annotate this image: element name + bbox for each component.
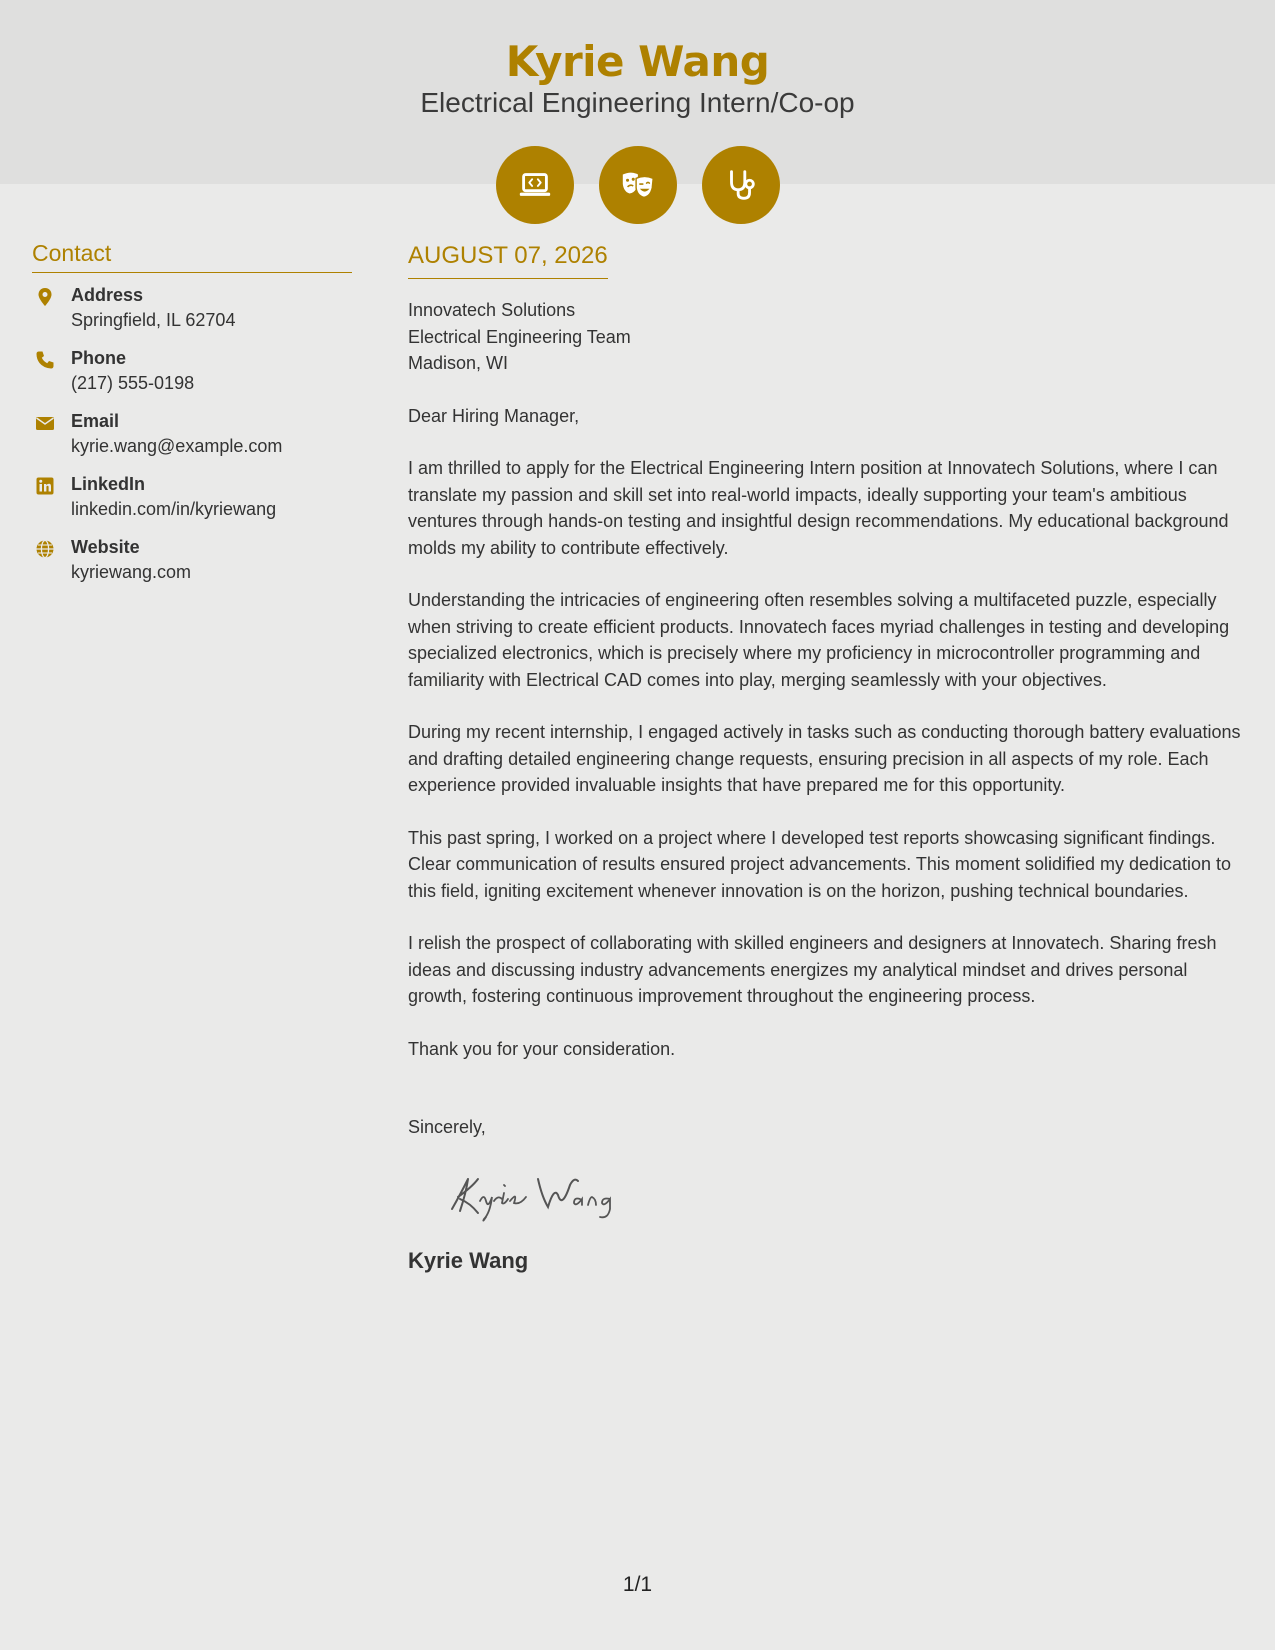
thank-you-line: Thank you for your consideration. (408, 1038, 676, 1059)
signer-name: Kyrie Wang (408, 1247, 529, 1273)
contact-address (32, 283, 352, 346)
contact-label: LinkedIn (71, 474, 146, 494)
handwritten-signature (438, 1157, 658, 1227)
closing: Sincerely, (408, 1117, 486, 1137)
recipient-team: Electrical Engineering Team (408, 326, 631, 347)
contact-sidebar (32, 238, 352, 598)
envelope-icon (35, 413, 55, 433)
contact-value: (217) 555-0198 (71, 373, 195, 393)
contact-value: linkedin.com/in/kyriewang (71, 499, 277, 519)
linkedin-icon (35, 476, 55, 496)
recipient-block (408, 297, 1243, 377)
applicant-name: Kyrie Wang (505, 37, 770, 86)
letter-body (408, 238, 1243, 1276)
contact-phone (32, 346, 352, 409)
theater-masks-icon (599, 146, 677, 224)
contact-value: Springfield, IL 62704 (71, 310, 236, 330)
paragraph: I am thrilled to apply for the Electrical Engineering Intern position at Innovatech Solutions, where I can translate my passion and skill set into real-world impacts, ideally supporting your team's ambitious ventures through hands-on testing and insightful design recommendations. My educational background molds my ability to contribute effectively. (408, 458, 1229, 558)
page-number: 1/1 (622, 1573, 653, 1596)
contact-email (32, 409, 352, 472)
letter-date: AUGUST 07, 2026 (408, 238, 608, 279)
globe-icon (35, 539, 55, 559)
recipient-location: Madison, WI (408, 353, 509, 373)
paragraph: I relish the prospect of collaborating with skilled engineers and designers at Innovatech. Sharing fresh ideas and discussing industry advancements energizes my analytical mindset and drives personal growth, fostering continuous improvement throughout the engineering process. (408, 933, 1217, 1006)
contact-website (32, 535, 352, 598)
contact-value: kyrie.wang@example.com (71, 436, 283, 456)
applicant-role: Electrical Engineering Intern/Co-op (420, 87, 855, 118)
contact-label: Email (71, 411, 120, 431)
paragraph: This past spring, I worked on a project where I developed test reports showcasing significant findings. Clear communication of results ensured project advancements. This moment solidified my dedication to this field, igniting excitement whenever innovation is on the horizon, pushing technical boundaries. (408, 827, 1232, 901)
contact-heading: Contact (32, 238, 352, 273)
contact-value: kyriewang.com (71, 562, 192, 582)
map-marker-icon (35, 287, 55, 307)
salutation: Dear Hiring Manager, (408, 405, 580, 426)
contact-label: Address (71, 285, 144, 305)
paragraph: During my recent internship, I engaged actively in tasks such as conducting thorough battery evaluations and drafting detailed engineering change requests, ensuring precision in all aspects of my role. Each experience provided invaluable insights that have prepared me for this opportunity. (408, 722, 1241, 795)
recipient-company: Innovatech Solutions (408, 300, 576, 320)
phone-icon (35, 350, 55, 370)
stethoscope-icon (702, 146, 780, 224)
contact-linkedin (32, 472, 352, 535)
contact-label: Website (71, 537, 140, 557)
interest-icons (0, 146, 1275, 224)
contact-label: Phone (71, 348, 127, 368)
laptop-code-icon (496, 146, 574, 224)
paragraph: Understanding the intricacies of engineering often resembles solving a multifaceted puzzle, especially when striving to create efficient products. Innovatech faces myriad challenges in testing and developing specialized electronics, which is precisely where my proficiency in microcontroller programming and familiarity with Electrical CAD comes into play, merging seamlessly with your objectives. (408, 590, 1230, 690)
